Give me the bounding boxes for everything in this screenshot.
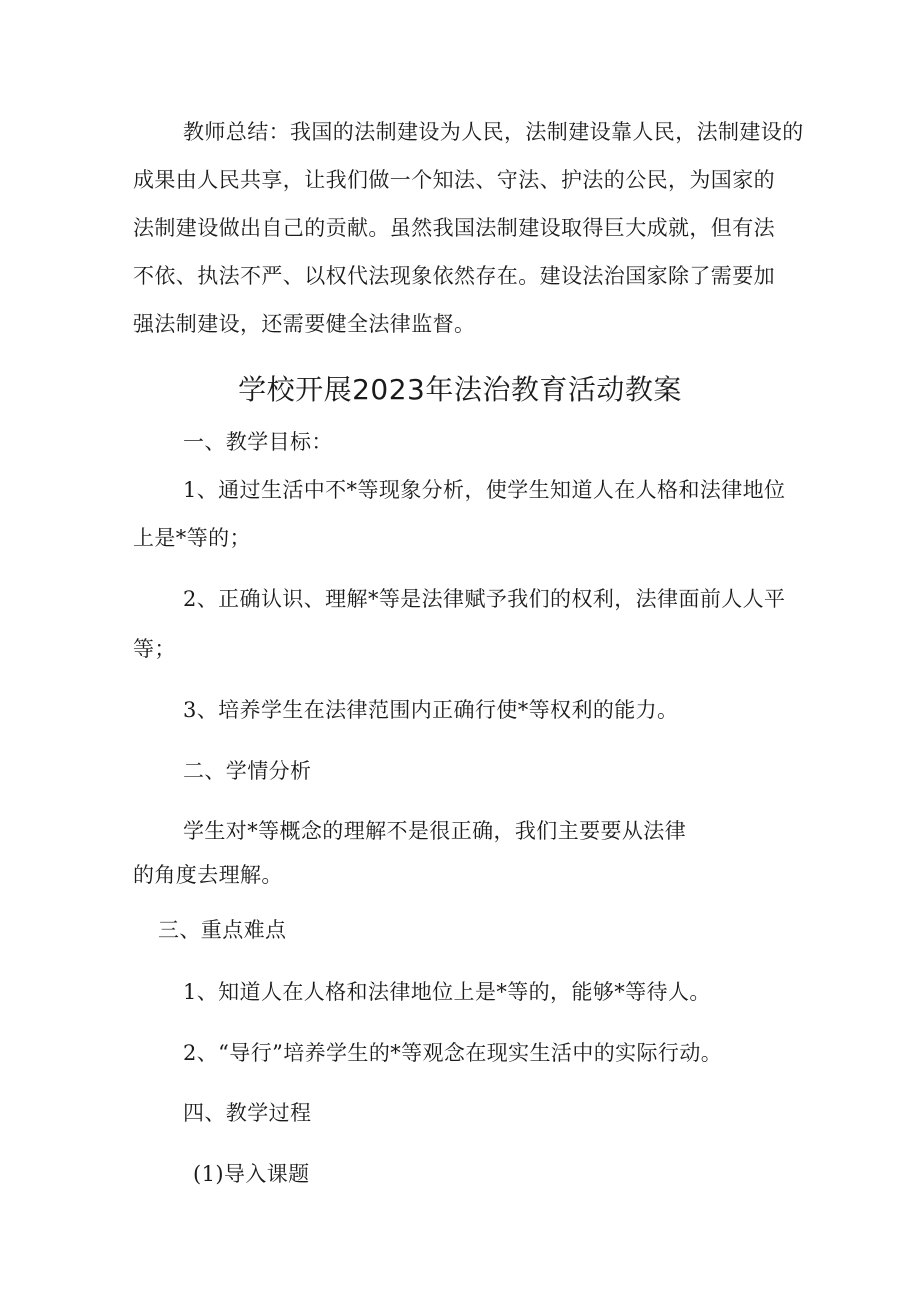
- analysis-line-1: 学生对*等概念的理解不是很正确，我们主要要从法律: [183, 819, 687, 843]
- process-item-1: (1)导入课题: [193, 1162, 310, 1186]
- analysis-line-2: 的角度去理解。: [133, 863, 283, 887]
- goal-1-line-2: 上是*等的；: [133, 526, 251, 550]
- goal-2-line-2: 等；: [133, 637, 176, 661]
- document-title: 学校开展2023年法治教育活动教案: [238, 373, 682, 406]
- goal-1-line-1: 1、通过生活中不*等现象分析，使学生知道人在人格和法律地位: [183, 478, 786, 502]
- key-point-2: 2、“导行”培养学生的*等观念在现实生活中的实际行动。: [183, 1041, 723, 1065]
- goals-heading: 一、教学目标：: [183, 430, 333, 454]
- process-heading: 四、教学过程: [183, 1101, 312, 1125]
- summary-line-1: 教师总结：我国的法制建设为人民，法制建设靠人民，法制建设的: [183, 120, 804, 144]
- summary-line-5: 强法制建设，还需要健全法律监督。: [133, 312, 476, 336]
- key-point-1: 1、知道人在人格和法律地位上是*等的，能够*等待人。: [183, 980, 711, 1004]
- summary-line-2: 成果由人民共享，让我们做一个知法、守法、护法的公民，为国家的: [133, 168, 775, 192]
- analysis-heading: 二、学情分析: [183, 759, 312, 783]
- summary-line-4: 不依、执法不严、以权代法现象依然存在。建设法治国家除了需要加: [133, 264, 775, 288]
- goal-2-line-1: 2、正确认识、理解*等是法律赋予我们的权利，法律面前人人平: [183, 587, 786, 611]
- key-points-heading: 三、重点难点: [158, 918, 287, 942]
- goal-3: 3、培养学生在法律范围内正确行使*等权利的能力。: [183, 698, 679, 722]
- summary-line-3: 法制建设做出自己的贡献。虽然我国法制建设取得巨大成就，但有法: [133, 216, 775, 240]
